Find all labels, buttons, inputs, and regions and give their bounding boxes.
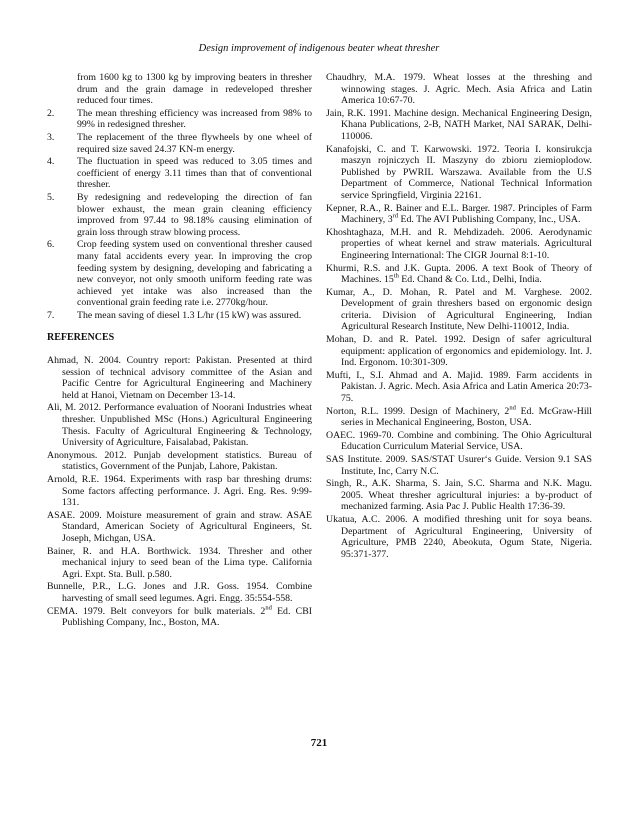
reference-entry: Bainer, R. and H.A. Borthwick. 1934. Thresher and other mechanical injury to seed bean of the Lima type. California Agri. Expt. Sta. Bull. p.580. xyxy=(47,545,312,580)
item-number: 5. xyxy=(47,191,55,203)
running-header: Design improvement of indigenous beater wheat thresher xyxy=(198,43,440,54)
reference-entry-cema xyxy=(47,606,312,629)
ref-text: Ed. CBI Publishing Company, Inc., Boston, MA. xyxy=(62,605,312,629)
item-text: The mean saving of diesel 1.3 L/hr (15 kW) was assured. xyxy=(77,309,302,321)
ref-superscript: nd xyxy=(265,604,272,612)
ref-text: Ed. Chand & Co. Ltd., Delhi, India. xyxy=(398,274,542,286)
item-number: 3. xyxy=(47,131,55,143)
ref-text: Kepner, R.A., R. Bainer and E.L. Barger. 1987. Principles of Farm Machinery, 3 xyxy=(326,202,592,226)
left-column xyxy=(47,72,312,630)
ref-text: Ed. McGraw-Hill series in Mechanical Engineering, Boston, USA. xyxy=(341,405,592,429)
references-heading: REFERENCES xyxy=(47,332,115,344)
reference-entry: Mufti, I., S.I. Ahmad and A. Majid. 1989. Farm accidents in Pakistan. J. Agric. Mech. Asia Africa and Latin America 20:73-75. xyxy=(326,369,592,405)
item-number: 2. xyxy=(47,107,55,119)
reference-entry: Singh, R., A.K. Sharma, S. Jain, S.C. Sharma and N.K. Magu. 2005. Wheat thresher agricultural injuries: a by-product of mechanized farming. Asia Pac J. Public Health 17:36-39. xyxy=(326,478,592,513)
reference-entry: ASAE. 2009. Moisture measurement of grain and straw. ASAE Standard, American Society of Agricultural Engineers, St. Joseph, Michgan, USA. xyxy=(47,509,312,544)
reference-entry: Kumar, A., D. Mohan, R. Patel and M. Varghese. 2002. Development of grain threshers based on ergonomic design criteria. Division of Agricultural Engineering, Indian Agricultural Research Institute, New Delhi-110012, India. xyxy=(326,286,592,333)
ref-superscript: th xyxy=(393,272,399,280)
ref-superscript: nd xyxy=(509,404,516,412)
item-number: 6. xyxy=(47,239,55,251)
reference-entry-khurmi xyxy=(326,263,592,286)
reference-entry: Kanafojski, C. and T. Karwowski. 1972. Teoria I. konsirukcja maszyn rojniczych II. Maszyny do zbioru ziemioplodow. Published by PWRIL Warszawa. Available from the U.S Department of Commerce, National Technical Information service Springfield, Virginia 22161. xyxy=(326,143,592,201)
reference-entry: SAS Institute. 2009. SAS/STAT Usurer‘s Guide. Version 9.1 SAS Institute, Inc, Carry N.C. xyxy=(326,454,592,477)
reference-entry-kepner xyxy=(326,203,592,226)
reference-entry: Bunnelle, P.R., L.G. Jones and J.R. Goss. 1954. Combine harvesting of small seed legumes. Agri. Engg. 35:554-558. xyxy=(47,581,312,604)
conclusion-item xyxy=(47,108,312,131)
conclusion-item xyxy=(47,239,312,309)
ref-text: Ed. The AVI Publishing Company, Inc., USA. xyxy=(398,214,581,226)
reference-entry: Ali, M. 2012. Performance evaluation of Noorani Industries wheat thresher. Unpublished MSc (Hons.) Agricultural Engineering Thesis. Faculty of Agricultural Engineering & Technology, University of Agriculture, Faisalabad, Pakistan. xyxy=(47,402,312,449)
item-text: By redesigning and redeveloping the direction of fan blower exhaust, the mean grain cleaning efficiency improved from 97.44 to 98.18% causing elimination of grain loss through straw blowing process. xyxy=(77,191,312,238)
page-number: 721 xyxy=(310,737,328,749)
item-text: The replacement of the three flywheels by one wheel of required size saved 24.37 KN-m energy. xyxy=(77,131,312,155)
conclusion-item xyxy=(47,156,312,191)
item-text: The fluctuation in speed was reduced to 3.05 times and coefficient of energy 3.11 times than that of conventional thresher. xyxy=(77,156,312,191)
reference-entry-norton xyxy=(326,406,592,429)
reference-entry: Anonymous. 2012. Punjab development statistics. Bureau of statistics, Government of the Punjab, Lahore, Pakistan. xyxy=(47,449,312,473)
continued-item-text: from 1600 kg to 1300 kg by improving beaters in thresher drum and the grain damage in redeveloped thresher reduced four times. xyxy=(77,72,312,107)
item-number: 4. xyxy=(47,156,55,168)
item-text: The mean threshing efficiency was increased from 98% to 99% in redesigned thresher. xyxy=(77,107,312,131)
reference-entry: Jain, R.K. 1991. Machine design. Mechanical Engineering Design, Khana Publications, 2-B, NATH Market, NAI SARAK, Delhi-110006. xyxy=(326,107,592,142)
reference-entry: Ukatua, A.C. 2006. A modified threshing unit for soya beans. Department of Agricultural Engineering, University of Agriculture, PMB 2240, Abeokuta, Ogum State, Nigeria. 95:371-377. xyxy=(326,513,592,560)
ref-text: Khurmi, R.S. and J.K. Gupta. 2006. A text Book of Theory of Machines. 15 xyxy=(326,262,592,286)
right-column xyxy=(326,72,592,561)
item-number: 7. xyxy=(47,309,55,321)
reference-entry: OAEC. 1969-70. Combine and combining. The Ohio Agricultural Education Curriculum Material Service, USA. xyxy=(326,429,592,453)
reference-entry: Khoshtaghaza, M.H. and R. Mehdizadeh. 2006. Aerodynamic properties of wheat kernel and straw materials. Agricultural Engineering International: The CIGR Journal 8:1-10. xyxy=(326,226,592,261)
reference-entry: Chaudhry, M.A. 1979. Wheat losses at the threshing and winnowing stages. J. Agric. Mech. Asia Africa and Latin America 10:67-70. xyxy=(326,72,592,107)
reference-entry: Ahmad, N. 2004. Country report: Pakistan. Presented at third session of technical advisory committee of the Asian and Pacific Centre for Agricultural Engineering and Machinery held at Hanoi, Vietnam on December 13-14. xyxy=(47,355,312,401)
conclusion-item xyxy=(47,192,312,238)
ref-text: Norton, R.L. 1999. Design of Machinery, 2 xyxy=(326,405,510,417)
ref-text: CEMA. 1979. Belt conveyors for bulk materials. 2 xyxy=(47,605,266,617)
item-text: Crop feeding system used on conventional thresher caused many fatal accidents every year. In improving the crop feeding system by designing, developing and fabricating a new conveyor, not only smooth uniform feeding rate was achieved yet intake was also increased than the conventional grain feeding rate i.e. 2770kg/hour. xyxy=(77,239,312,309)
reference-entry: Arnold, R.E. 1964. Experiments with rasp bar threshing drums: Some factors affecting performance. J. Agri. Eng. Res. 9:99-131. xyxy=(47,474,312,509)
reference-entry: Mohan, D. and R. Patel. 1992. Design of safer agricultural equipment: application of ergonomics and epidemiology. Int. J. Ind. Ergonom. 10:301-309. xyxy=(326,334,592,369)
ref-superscript: rd xyxy=(392,212,399,220)
conclusion-item xyxy=(47,310,312,322)
conclusion-item xyxy=(47,132,312,155)
